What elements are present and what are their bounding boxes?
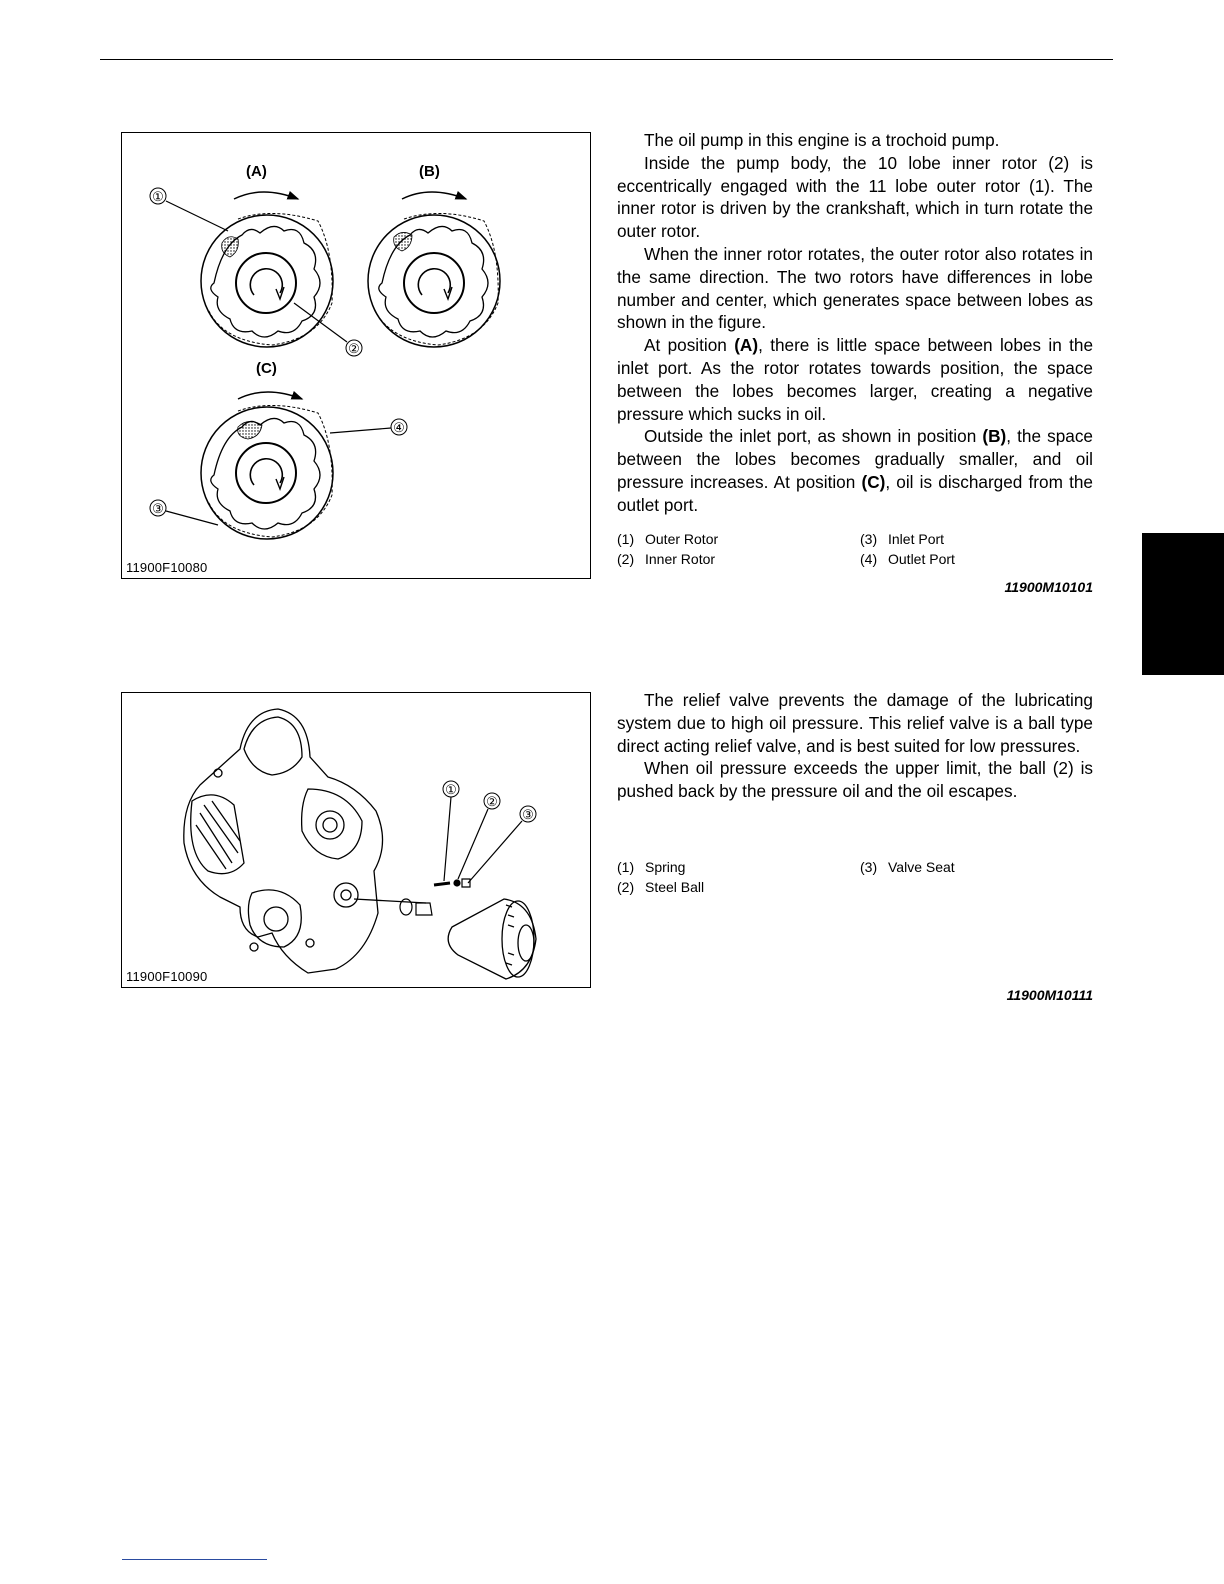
relief-valve-parts xyxy=(400,879,470,915)
callout-1 xyxy=(443,781,459,881)
svg-text:④: ④ xyxy=(393,420,405,435)
paragraph: When the inner rotor rotates, the outer rotor also rotates in the same direction. The two rotors have differences in lobe number and center, which generates space between lobes as shown in the figure. xyxy=(617,243,1093,333)
callout-2 xyxy=(294,303,362,356)
oil-filter xyxy=(448,899,536,979)
legend-item: (2) Steel Ball xyxy=(617,879,705,895)
callout-3 xyxy=(468,806,536,883)
header-rule xyxy=(100,59,1113,60)
reference-code: 11900M10111 xyxy=(1006,987,1093,1003)
legend-item: (1) Spring xyxy=(617,859,686,875)
legend-item: (3) Inlet Port xyxy=(860,531,945,547)
paragraph: The relief valve prevents the damage of the lubricating system due to high oil pressure. This relief valve is a ball type direct acting relief valve, and is best suited for low pressures. xyxy=(617,690,1093,756)
callout-4 xyxy=(330,419,407,435)
rotor-assembly-a xyxy=(201,213,333,347)
paragraph: Inside the pump body, the 10 lobe inner rotor (2) is eccentrically engaged with the 11 lobe outer rotor (1). The inner rotor is driven by the crankshaft, which in turn rotate the outer rotor. xyxy=(617,152,1093,242)
svg-text:①: ① xyxy=(152,189,164,204)
svg-text:②: ② xyxy=(348,341,360,356)
svg-text:③: ③ xyxy=(522,807,534,822)
footer-rule xyxy=(122,1559,267,1560)
legend-item: (1) Outer Rotor xyxy=(617,531,719,547)
relief-valve-description xyxy=(617,689,1093,803)
paragraph: The oil pump in this engine is a trochoid pump. xyxy=(644,130,1000,150)
rotation-arrow-c xyxy=(238,392,302,399)
svg-text:②: ② xyxy=(486,794,498,809)
oil-pump-description xyxy=(617,129,1093,517)
legend-item: (2) Inner Rotor xyxy=(617,551,716,567)
figure-code: 11900F10080 xyxy=(126,560,208,575)
paragraph: At position (A), there is little space between lobes in the inlet port. As the rotor rotates towards position, the space between the lobes becomes larger, creating a negative pressure which sucks in oil. xyxy=(617,335,1093,424)
paragraph: When oil pressure exceeds the upper limit, the ball (2) is pushed back by the pressure oil and the oil escapes. xyxy=(617,758,1093,802)
rotation-arrow-b xyxy=(402,192,466,199)
relief-valve-figure xyxy=(121,692,591,988)
callout-2 xyxy=(458,793,500,879)
position-label-c: (C) xyxy=(256,360,277,377)
legend-item: (4) Outlet Port xyxy=(860,551,955,567)
oil-pump-figure xyxy=(121,132,591,579)
position-label-b: (B) xyxy=(419,163,440,180)
svg-text:①: ① xyxy=(445,782,457,797)
section-tab-marker xyxy=(1142,533,1224,675)
figure-code: 11900F10090 xyxy=(126,969,208,984)
legend-item: (3) Valve Seat xyxy=(860,859,955,875)
rotor-assembly-c xyxy=(201,405,333,539)
svg-text:③: ③ xyxy=(152,501,164,516)
reference-code: 11900M10101 xyxy=(1004,579,1093,595)
relief-valve-diagram xyxy=(122,693,592,989)
callout-1 xyxy=(150,188,228,231)
rotation-arrow-a xyxy=(234,192,298,199)
position-label-a: (A) xyxy=(246,163,267,180)
rotor-assembly-b xyxy=(368,213,500,347)
trochoid-rotor-diagram xyxy=(122,133,592,580)
paragraph: Outside the inlet port, as shown in position (B), the space between the lobes becomes gradually smaller, and oil pressure increases. At position (C), oil is discharged from the outlet port. xyxy=(617,426,1093,515)
